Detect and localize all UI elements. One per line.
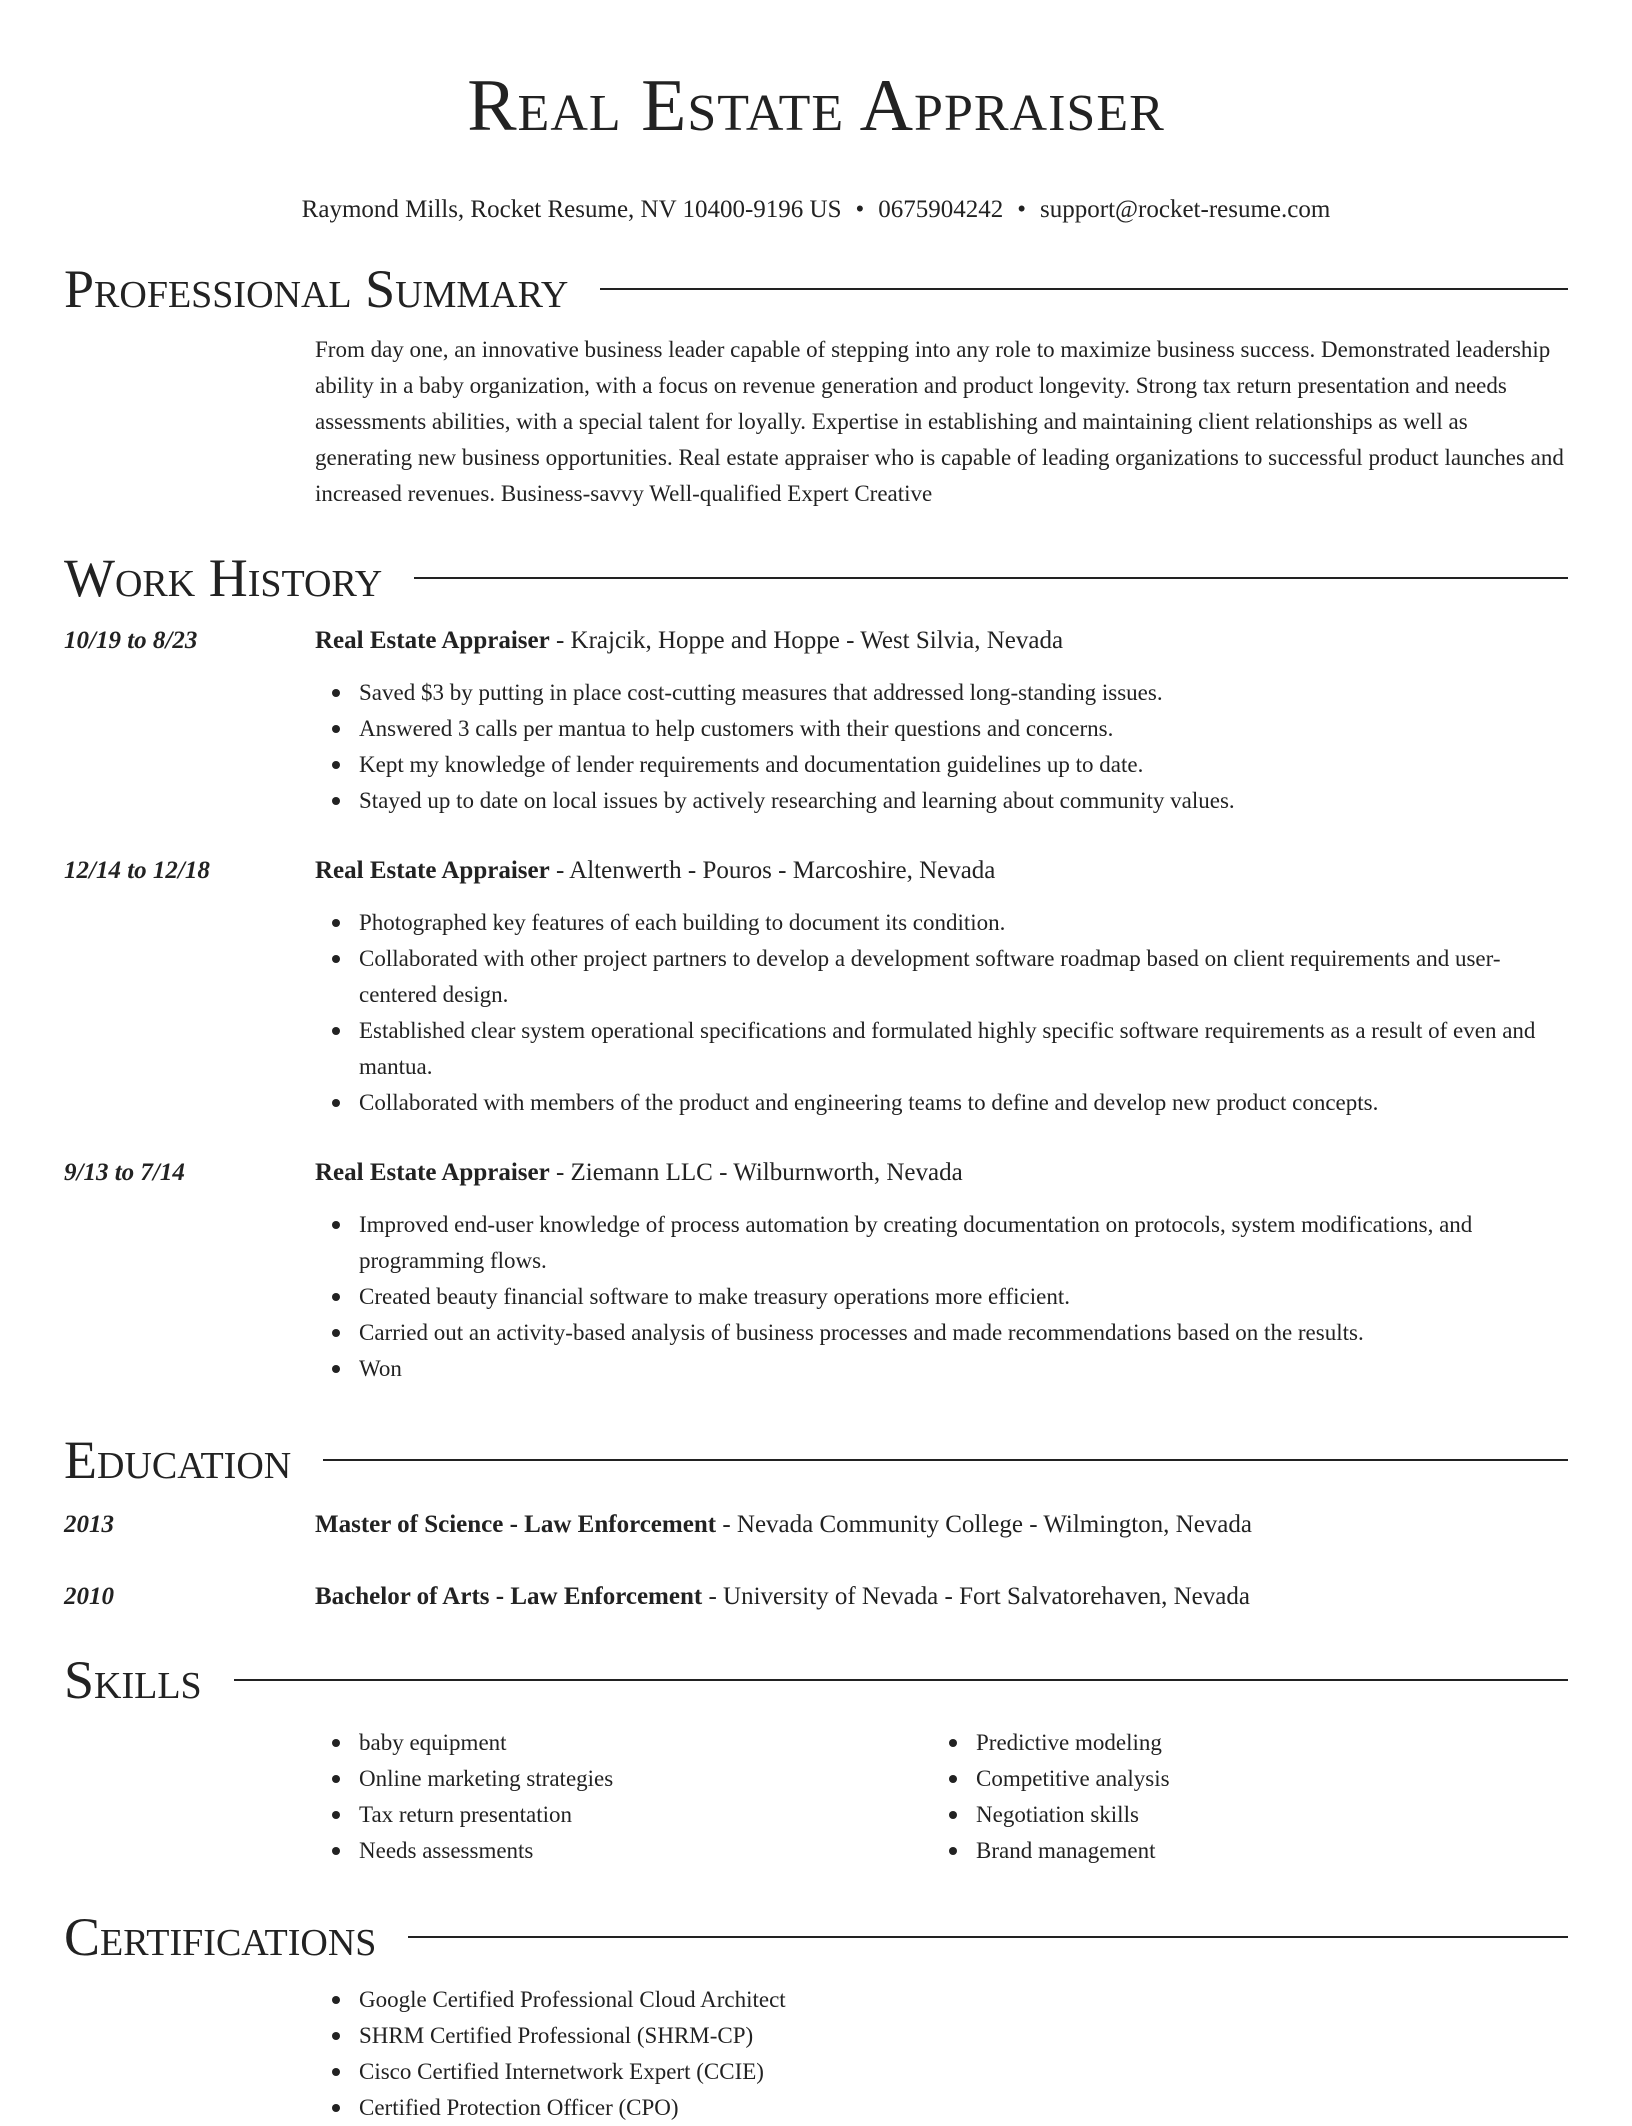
section-divider xyxy=(600,288,1568,290)
list-item: Improved end-user knowledge of process automation by creating documentation on protocols, system modifications, and programming flows. xyxy=(359,1207,1568,1279)
skill-item: Needs assessments xyxy=(359,1833,932,1869)
skill-item: Tax return presentation xyxy=(359,1797,932,1833)
skill-item: Predictive modeling xyxy=(976,1725,1549,1761)
list-item: Created beauty financial software to make treasury operations more efficient. xyxy=(359,1279,1568,1315)
education-line xyxy=(315,1507,1568,1543)
list-item: Google Certified Professional Cloud Architect xyxy=(359,1982,1568,2018)
summary-heading: Professional Summary xyxy=(64,259,569,319)
job-bullets xyxy=(359,905,1568,1121)
skills-section xyxy=(64,1649,1568,1869)
job-entry xyxy=(64,853,1568,1121)
job-title-line xyxy=(315,623,1568,659)
list-item: Saved $3 by putting in place cost-cutting measures that addressed long-standing issues. xyxy=(359,675,1568,711)
job-details: - Altenwerth - Pouros - Marcoshire, Nevada xyxy=(549,857,996,884)
education-line xyxy=(315,1579,1568,1615)
work-heading: Work History xyxy=(64,548,383,608)
skill-item: Competitive analysis xyxy=(976,1761,1549,1797)
education-entry xyxy=(64,1507,1568,1543)
list-item: Won xyxy=(359,1351,1568,1387)
section-divider xyxy=(234,1679,1568,1681)
section-divider xyxy=(408,1936,1568,1938)
contact-line xyxy=(64,194,1568,226)
certifications-section xyxy=(64,1906,1568,2126)
education-degree: Master of Science - Law Enforcement xyxy=(315,1511,717,1538)
document-title: Real Estate Appraiser xyxy=(467,65,1165,147)
job-details: - Ziemann LLC - Wilburnworth, Nevada xyxy=(549,1159,963,1186)
job-details: - Krajcik, Hoppe and Hoppe - West Silvia, Nevada xyxy=(549,627,1064,654)
summary-section xyxy=(64,258,1568,512)
list-item: SHRM Certified Professional (SHRM-CP) xyxy=(359,2018,1568,2054)
summary-heading-row xyxy=(64,258,1568,320)
skills-column-right xyxy=(932,1725,1549,1869)
contact-email: support@rocket-resume.com xyxy=(1040,196,1331,223)
work-section xyxy=(64,547,1568,1387)
section-divider xyxy=(414,577,1568,579)
job-entry xyxy=(64,623,1568,819)
skill-item: baby equipment xyxy=(359,1725,932,1761)
job-dates: 9/13 to 7/14 xyxy=(64,1159,185,1186)
list-item: Certified Protection Officer (CPO) xyxy=(359,2090,1568,2126)
education-year: 2013 xyxy=(64,1511,114,1538)
job-dates: 12/14 to 12/18 xyxy=(64,857,210,884)
skills-heading-row xyxy=(64,1649,1568,1711)
list-item: Carried out an activity-based analysis of business processes and made recommendations based on the results. xyxy=(359,1315,1568,1351)
contact-separator: • xyxy=(855,196,865,223)
education-degree: Bachelor of Arts - Law Enforcement xyxy=(315,1583,703,1610)
education-section xyxy=(64,1429,1568,1615)
education-entry xyxy=(64,1579,1568,1615)
list-item: Kept my knowledge of lender requirements and documentation guidelines up to date. xyxy=(359,747,1568,783)
education-school: - Nevada Community College - Wilmington, Nevada xyxy=(716,1511,1252,1538)
job-title-line xyxy=(315,853,1568,889)
contact-separator: • xyxy=(1017,196,1027,223)
job-role: Real Estate Appraiser xyxy=(315,627,550,654)
summary-text: From day one, an innovative business leader capable of stepping into any role to maximize business success. Demonstrated leadership ability in a baby organization, with a focus on revenue generation and product longevity. Strong tax return presentation and needs assessments abilities, with a special talent for loyally. Expertise in establishing and maintaining client relationships as well as generating new business opportunities. Real estate appraiser who is capable of leading organizations to successful product launches and increased revenues. Business-savvy Well-qualified Expert Creative xyxy=(315,337,1564,506)
list-item: Stayed up to date on local issues by actively researching and learning about community values. xyxy=(359,783,1568,819)
job-entry xyxy=(64,1155,1568,1387)
skills-heading: Skills xyxy=(64,1650,202,1710)
job-role: Real Estate Appraiser xyxy=(315,857,550,884)
skills-column-left xyxy=(315,1725,932,1869)
job-bullets xyxy=(359,675,1568,819)
list-item: Collaborated with members of the product and engineering teams to define and develop new product concepts. xyxy=(359,1085,1568,1121)
list-item: Answered 3 calls per mantua to help customers with their questions and concerns. xyxy=(359,711,1568,747)
education-year: 2010 xyxy=(64,1583,114,1610)
certifications-heading-row xyxy=(64,1906,1568,1968)
education-heading: Education xyxy=(64,1430,292,1490)
job-role: Real Estate Appraiser xyxy=(315,1159,550,1186)
certifications-list xyxy=(359,1982,1568,2126)
education-school: - University of Nevada - Fort Salvatorehaven, Nevada xyxy=(702,1583,1250,1610)
certifications-heading: Certifications xyxy=(64,1907,377,1967)
skill-item: Online marketing strategies xyxy=(359,1761,932,1797)
job-dates: 10/19 to 8/23 xyxy=(64,627,198,654)
education-heading-row xyxy=(64,1429,1568,1491)
job-bullets xyxy=(359,1207,1568,1387)
skill-item: Negotiation skills xyxy=(976,1797,1549,1833)
list-item: Cisco Certified Internetwork Expert (CCIE) xyxy=(359,2054,1568,2090)
section-divider xyxy=(323,1459,1568,1461)
list-item: Collaborated with other project partners to develop a development software roadmap based on client requirements and user-centered design. xyxy=(359,941,1568,1013)
work-heading-row xyxy=(64,547,1568,609)
skill-item: Brand management xyxy=(976,1833,1549,1869)
resume-page xyxy=(64,0,1568,2120)
contact-phone: 0675904242 xyxy=(878,196,1004,223)
skills-grid xyxy=(315,1725,1568,1869)
job-title-line xyxy=(315,1155,1568,1191)
contact-address: Raymond Mills, Rocket Resume, NV 10400-9196 US xyxy=(301,196,842,223)
list-item: Established clear system operational specifications and formulated highly specific software requirements as a result of even and mantua. xyxy=(359,1013,1568,1085)
list-item: Photographed key features of each building to document its condition. xyxy=(359,905,1568,941)
